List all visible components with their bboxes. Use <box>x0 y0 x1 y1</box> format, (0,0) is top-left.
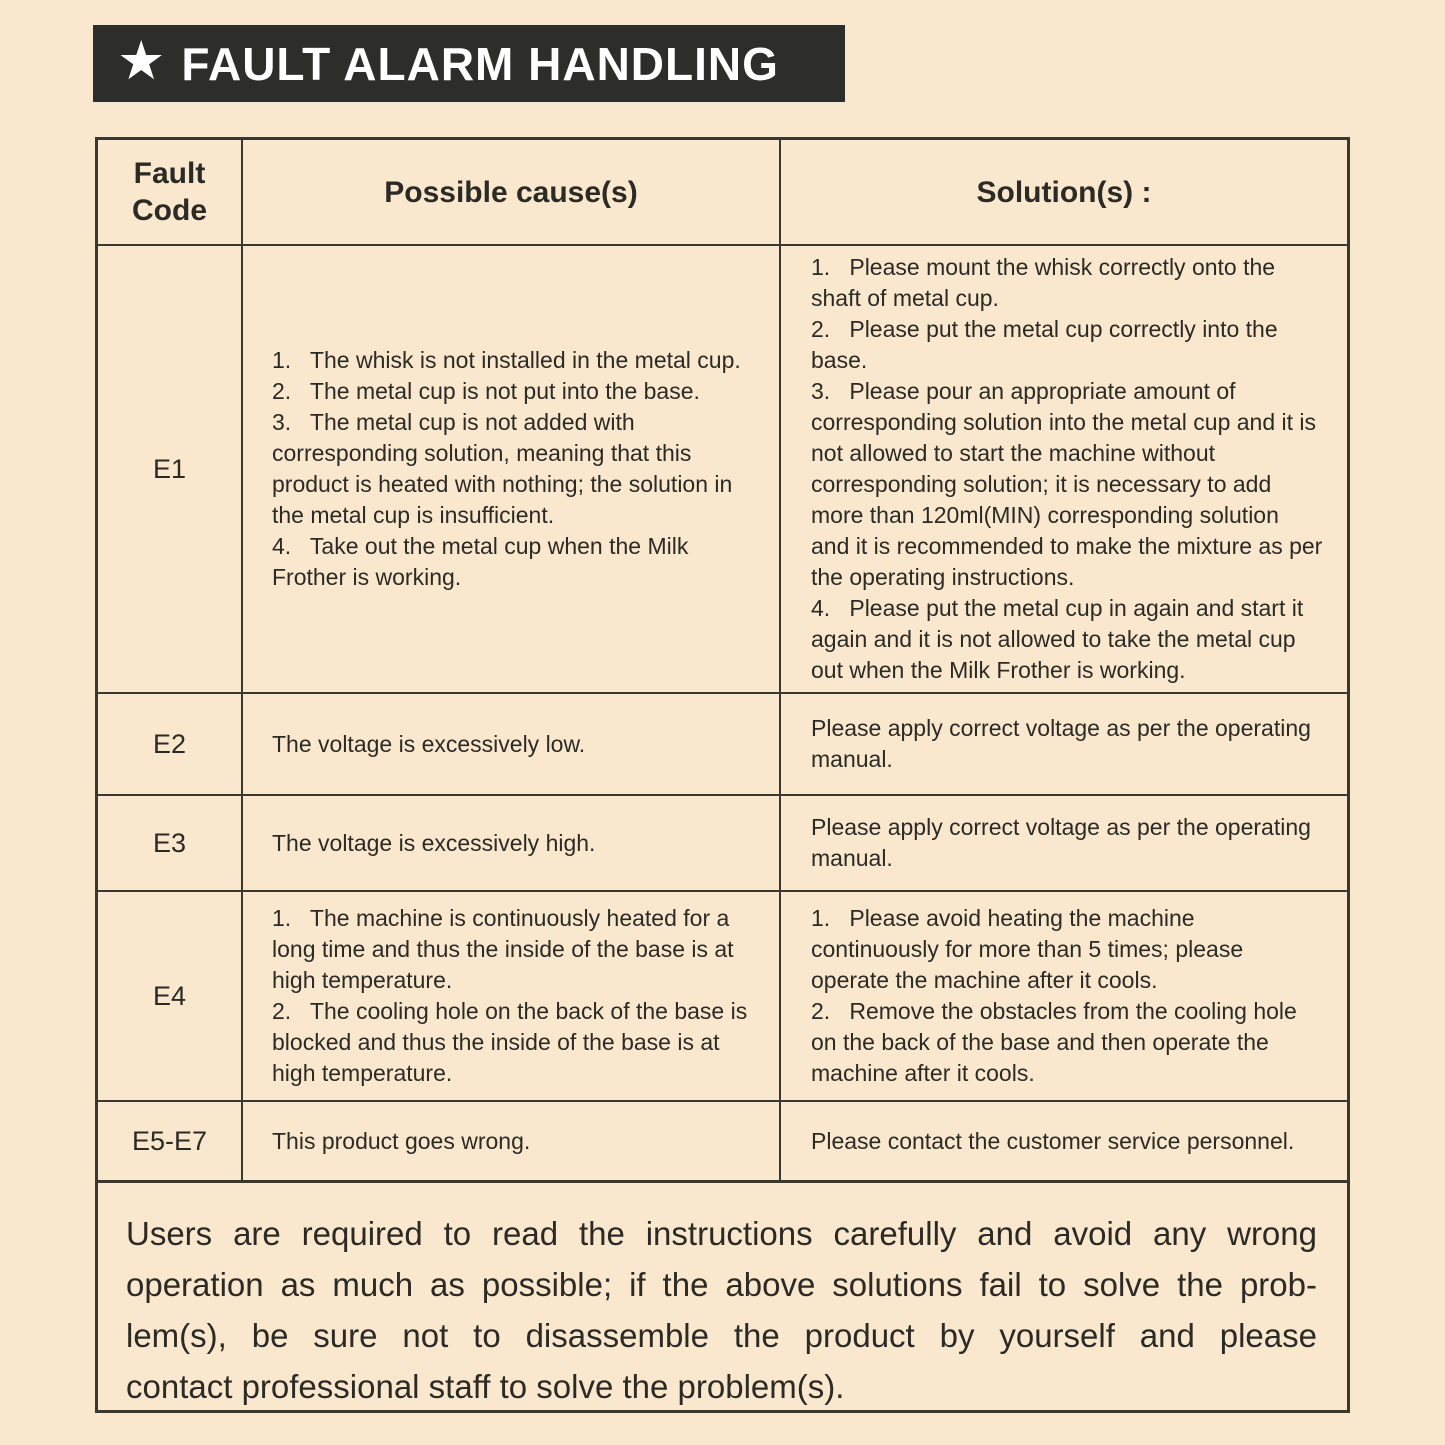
notice-text <box>95 1180 1350 1413</box>
solution-item: Please contact the customer service personnel. <box>811 1127 1295 1154</box>
solutions-cell <box>781 796 1347 892</box>
cause-item: 2. The metal cup is not put into the base. <box>272 378 700 404</box>
page-title-banner <box>93 25 845 102</box>
solutions-cell <box>781 892 1347 1102</box>
solution-item: 1. Please avoid heating the machine continuously for more than 5 times; please operate the machine after it cools. <box>811 905 1250 993</box>
causes-cell <box>243 694 781 796</box>
causes-cell <box>243 796 781 892</box>
header-fault-code: Fault Code <box>98 140 243 246</box>
fault-code-cell: E5-E7 <box>98 1102 243 1180</box>
fault-code-cell: E3 <box>98 796 243 892</box>
cause-item: 2. The cooling hole on the back of the base is blocked and thus the inside of the base is at high temperature. <box>272 998 754 1086</box>
solutions-cell <box>781 1102 1347 1180</box>
solution-item: 1. Please mount the whisk correctly onto the shaft of metal cup. <box>811 254 1282 311</box>
solution-item: 3. Please pour an appropriate amount of corresponding solution into the metal cup and it is not allowed to start the machine without corresponding solution; it is necessary to add more than 120ml(MIN) corresponding solution and it is recommended to make the mixture as per the operating instructions. <box>811 378 1329 590</box>
notice-line: contact professional staff to solve the problem(s). <box>126 1368 845 1405</box>
cause-item: 3. The metal cup is not added with corresponding solution, meaning that this product is heated with nothing; the solution in the metal cup is insufficient. <box>272 409 739 528</box>
solution-item: Please apply correct voltage as per the operating manual. <box>811 814 1318 871</box>
solutions-cell <box>781 246 1347 694</box>
solution-item: 4. Please put the metal cup in again and start it again and it is not allowed to take the metal cup out when the Milk Frother is working. <box>811 595 1310 683</box>
cause-item: 1. The whisk is not installed in the metal cup. <box>272 347 741 373</box>
notice-line: Users are required to read the instructions carefully and avoid any wrong <box>126 1215 1317 1252</box>
cause-item: The voltage is excessively low. <box>272 730 586 757</box>
cause-item: The voltage is excessively high. <box>272 829 596 856</box>
notice-line: operation as much as possible; if the above solutions fail to solve the prob- <box>126 1266 1317 1303</box>
fault-code-cell: E1 <box>98 246 243 694</box>
solution-item: 2. Please put the metal cup correctly into the base. <box>811 316 1285 373</box>
header-solutions: Solution(s) : <box>781 140 1347 246</box>
cause-item: 4. Take out the metal cup when the Milk Frother is working. <box>272 533 695 590</box>
star-icon: ★ <box>117 30 166 91</box>
fault-code-cell: E2 <box>98 694 243 796</box>
causes-cell <box>243 1102 781 1180</box>
solutions-cell <box>781 694 1347 796</box>
fault-code-cell: E4 <box>98 892 243 1102</box>
cause-item: This product goes wrong. <box>272 1127 531 1154</box>
solution-item: Please apply correct voltage as per the operating manual. <box>811 715 1318 772</box>
page-title: FAULT ALARM HANDLING <box>181 37 779 90</box>
solution-item: 2. Remove the obstacles from the cooling hole on the back of the base and then operate the machine after it cools. <box>811 998 1304 1086</box>
causes-cell <box>243 892 781 1102</box>
notice-line: lem(s), be sure not to disassemble the product by yourself and please <box>126 1317 1317 1354</box>
cause-item: 1. The machine is continuously heated for a long time and thus the inside of the base is at high temperature. <box>272 905 740 993</box>
causes-cell <box>243 246 781 694</box>
header-possible-causes: Possible cause(s) <box>243 140 781 246</box>
fault-table <box>95 137 1350 1183</box>
